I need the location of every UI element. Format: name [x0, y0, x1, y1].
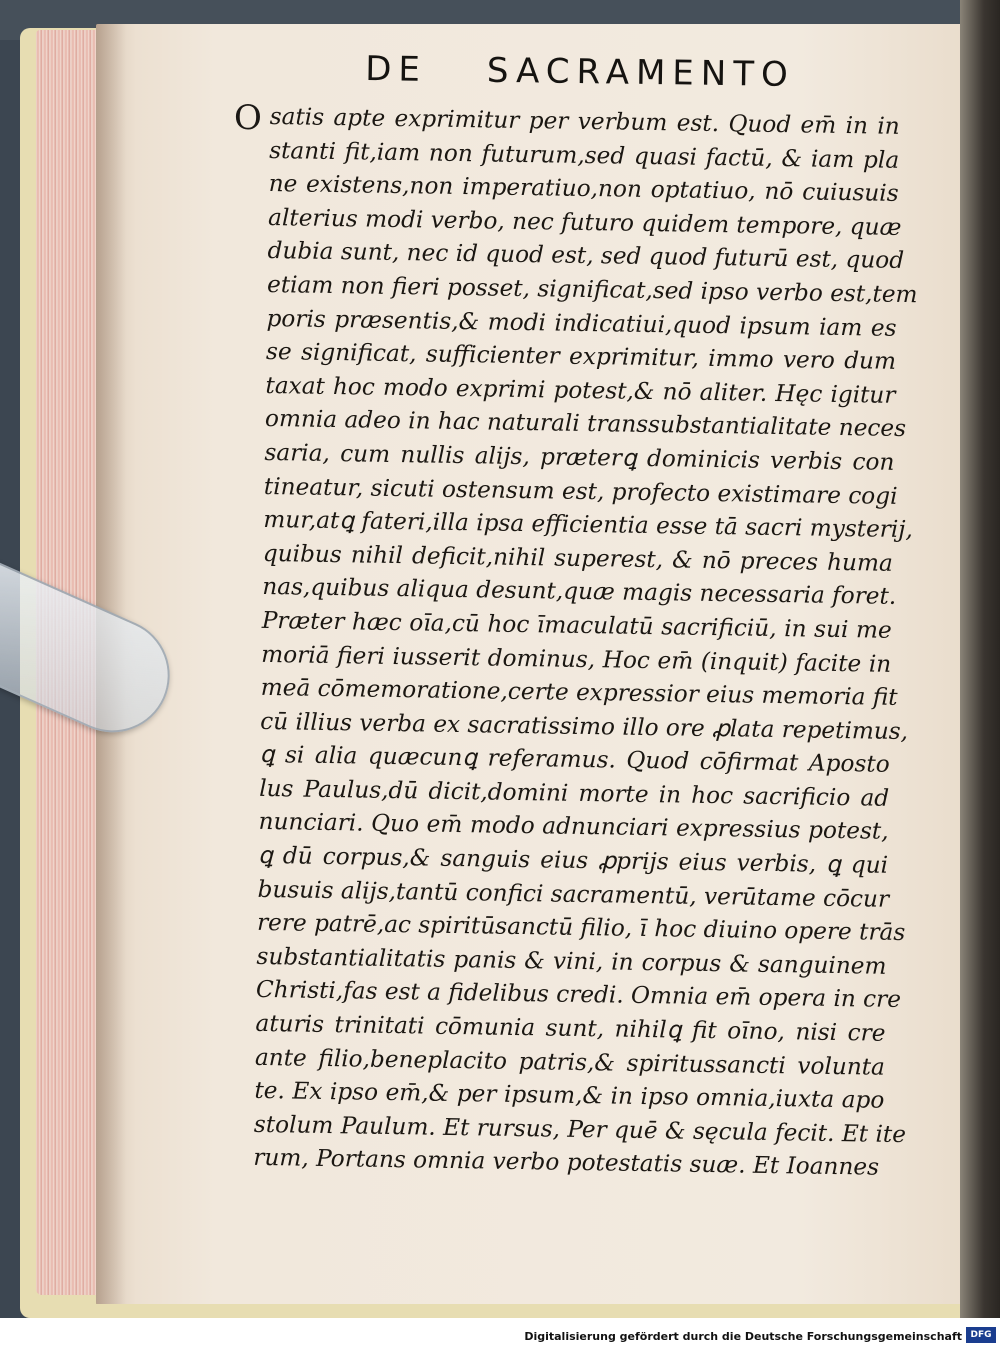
initial-letter: O: [234, 98, 262, 138]
text-line: ante filio,beneplacito patris,& spiritussancti volunta: [254, 1043, 886, 1081]
text-line: satis apte exprimitur per verbum est. Quod em̄ in in: [269, 102, 900, 140]
text-line: ꝗ dū corpus,& sanguis eius ꝓprijs eius verbis, ꝗ qui: [257, 841, 889, 879]
text-line: cū illius verba ex sacratissimo illo ore ꝓlata repetimus,: [260, 707, 909, 745]
text-line: aturis trinitati cōmunia sunt, nihilꝗ fit oīno, nisi cre: [255, 1009, 886, 1047]
book-spine: [960, 0, 1000, 1318]
text-line: stolum Paulum. Et rursus, Per quē & sęcula fecit. Et ite: [253, 1110, 907, 1148]
text-line: rum, Portans omnia verbo potestatis suæ. Et Ioannes: [253, 1144, 880, 1182]
text-line: busuis alijs,tantū confici sacramentū, verūtame cōcur: [257, 875, 890, 913]
text-line: dubia sunt, nec id quod est, sed quod futurū est, quod: [267, 237, 905, 275]
text-line: nunciari. Quo em̄ modo adnunciari expressius potest,: [258, 808, 889, 846]
text-line: Christi,fas est a fidelibus credi. Omnia em̄ opera in cre: [255, 976, 902, 1014]
dfg-logo: DFG: [966, 1327, 996, 1343]
text-line: meā cōmemoratione,certe expressior eius memoria fit: [260, 674, 898, 712]
text-line: ne existens,non imperatiuo,non optatiuo, nō cuiusuis: [268, 170, 899, 208]
text-line: nas,quibus aliqua desunt,quæ magis necessaria foret.: [262, 573, 897, 611]
text-line: taxat hoc modo exprimi potest,& nō aliter. Hęc igitur: [265, 371, 896, 409]
text-line: etiam non fieri posset, significat,sed ipso verbo est,tem: [266, 270, 918, 309]
text-line: tineatur, sicuti ostensum est, profecto existimare cogi: [263, 472, 898, 510]
text-line: te. Ex ipso em̄,& per ipsum,& in ipso omnia,iuxta apo: [254, 1077, 885, 1114]
funding-credit: Digitalisierung gefördert durch die Deutsche Forschungsgemeinschaft: [524, 1330, 962, 1343]
text-line: stanti fit,iam non futurum,sed quasi factū, & iam pla: [269, 136, 900, 174]
text-line: moriā fieri iusserit dominus, Hoc em̄ (inquit) facite in: [261, 640, 892, 678]
body-text: [253, 100, 918, 1185]
running-head-word2: SACRAMENTO: [486, 50, 796, 95]
text-line: substantialitatis panis & vini, in corpus & sanguinem: [256, 942, 887, 980]
running-head-word1: DE: [364, 49, 428, 90]
text-line: Præter hæc oīa,cū hoc īmaculatū sacrificiū, in sui me: [261, 606, 892, 644]
text-line: se significat, sufficienter exprimitur, immo vero dum: [265, 338, 897, 376]
text-line: alterius modi verbo, nec futuro quidem tempore, quæ: [267, 203, 902, 241]
text-line: poris præsentis,& modi indicatiui,quod ipsum iam es: [266, 304, 897, 342]
text-line: quibus nihil deficit,nihil superest, & nō preces huma: [262, 539, 894, 577]
text-line: ꝗ si alia quæcunꝗ referamus. Quod cōfirmat Aposto: [259, 741, 890, 779]
text-line: rere patrē,ac spiritūsanctū filio, ī hoc diuino opere trās: [256, 909, 906, 947]
text-line: saria, cum nullis alijs, præterꝗ dominicis verbis con: [264, 438, 895, 476]
text-line: omnia adeo in hac naturali transsubstantialitate neces: [264, 405, 907, 443]
text-line: mur,atꝗ fateri,illa ipsa efficientia esse tā sacri mysterij,: [263, 506, 914, 544]
text-line: lus Paulus,dū dicit,domini morte in hoc sacrificio ad: [258, 774, 890, 812]
